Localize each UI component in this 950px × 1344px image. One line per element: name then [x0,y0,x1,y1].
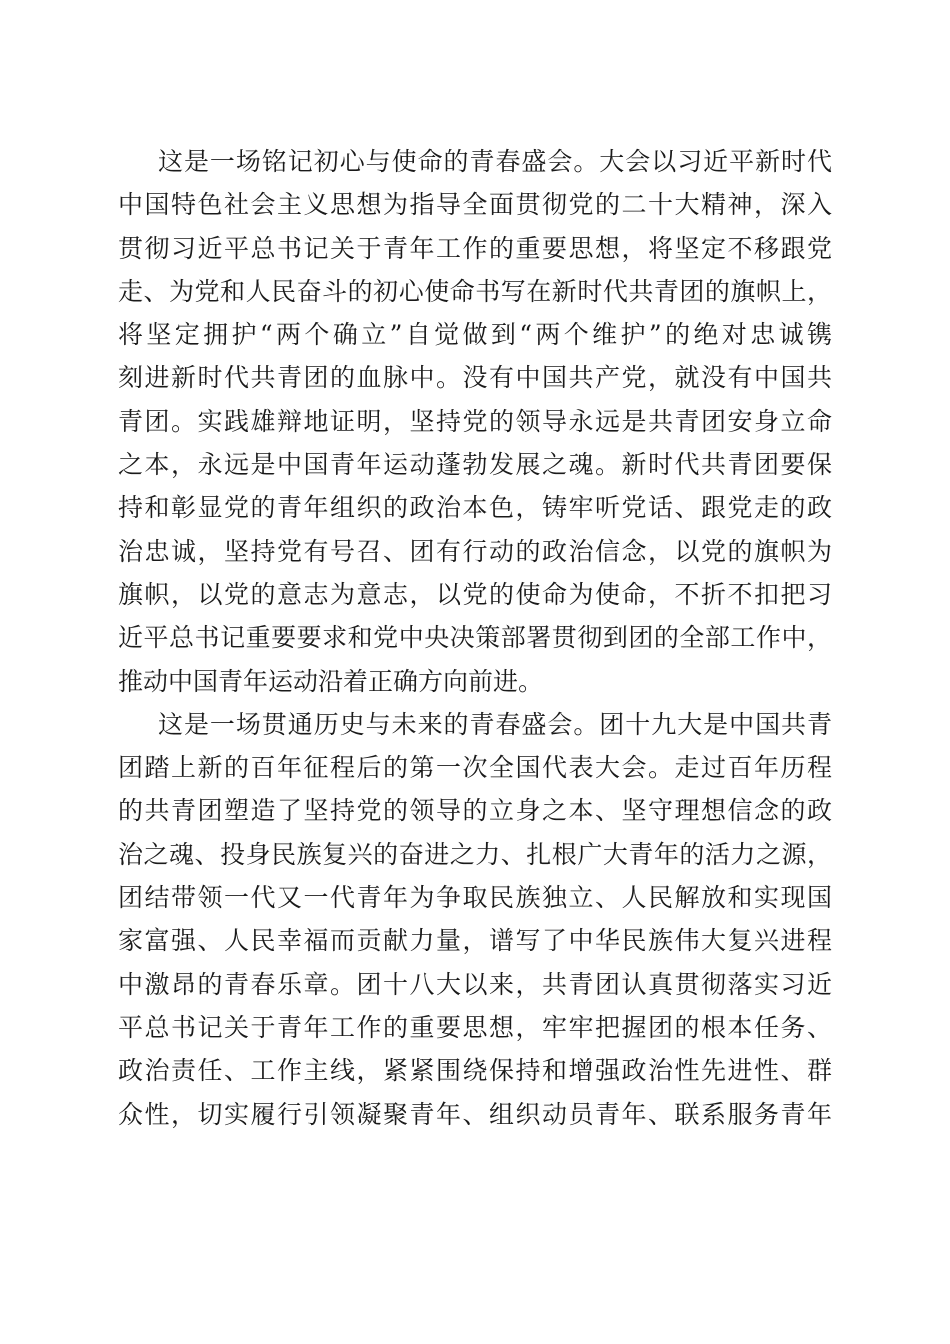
text-line: 走、为党和人民奋斗的初心使命书写在新时代共青团的旗帜上， [118,276,832,306]
text-line: 中激昂的青春乐章。团十八大以来，共青团认真贯彻落实习近 [118,969,832,999]
text-line: 推动中国青年运动沿着正确方向前进。 [118,666,544,696]
text-line: 政治责任、工作主线，紧紧围绕保持和增强政治性先进性、群 [118,1056,832,1086]
text-line: 青团。实践雄辩地证明，坚持党的领导永远是共青团安身立命 [118,406,832,436]
text-line: 中国特色社会主义思想为指导全面贯彻党的二十大精神，深入 [118,190,832,220]
text-line: 刻进新时代共青团的血脉中。没有中国共产党，就没有中国共 [118,363,832,393]
text-line: 家富强、人民幸福而贡献力量，谱写了中华民族伟大复兴进程 [118,926,832,956]
text-line: 旗帜，以党的意志为意志，以党的使命为使命，不折不扣把习 [118,579,832,609]
text-line: 团结带领一代又一代青年为争取民族独立、人民解放和实现国 [118,883,832,913]
text-line: 治忠诚，坚持党有号召、团有行动的政治信念，以党的旗帜为 [118,536,832,566]
text-line: 团踏上新的百年征程后的第一次全国代表大会。走过百年历程 [118,753,832,783]
text-line: 众性，切实履行引领凝聚青年、组织动员青年、联系服务青年 [118,1099,832,1129]
text-line: 治之魂、投身民族复兴的奋进之力、扎根广大青年的活力之源， [118,839,832,869]
document-body [118,140,832,1136]
text-line: 平总书记关于青年工作的重要思想，牢牢把握团的根本任务、 [118,1012,832,1042]
text-line: 将坚定拥护“两个确立”自觉做到“两个维护”的绝对忠诚镌 [118,320,832,350]
text-line: 贯彻习近平总书记关于青年工作的重要思想，将坚定不移跟党 [118,233,832,263]
text-line: 这是一场铭记初心与使命的青春盛会。大会以习近平新时代 [158,147,832,176]
paragraph-1 [118,140,832,703]
text-line: 持和彰显党的青年组织的政治本色，铸牢听党话、跟党走的政 [118,493,832,523]
text-line: 之本，永远是中国青年运动蓬勃发展之魂。新时代共青团要保 [118,450,832,480]
paragraph-2 [118,703,832,1136]
text-line: 近平总书记重要要求和党中央决策部署贯彻到团的全部工作中， [118,623,832,653]
text-line: 这是一场贯通历史与未来的青春盛会。团十九大是中国共青 [158,709,832,739]
text-line: 的共青团塑造了坚持党的领导的立身之本、坚守理想信念的政 [118,796,832,826]
